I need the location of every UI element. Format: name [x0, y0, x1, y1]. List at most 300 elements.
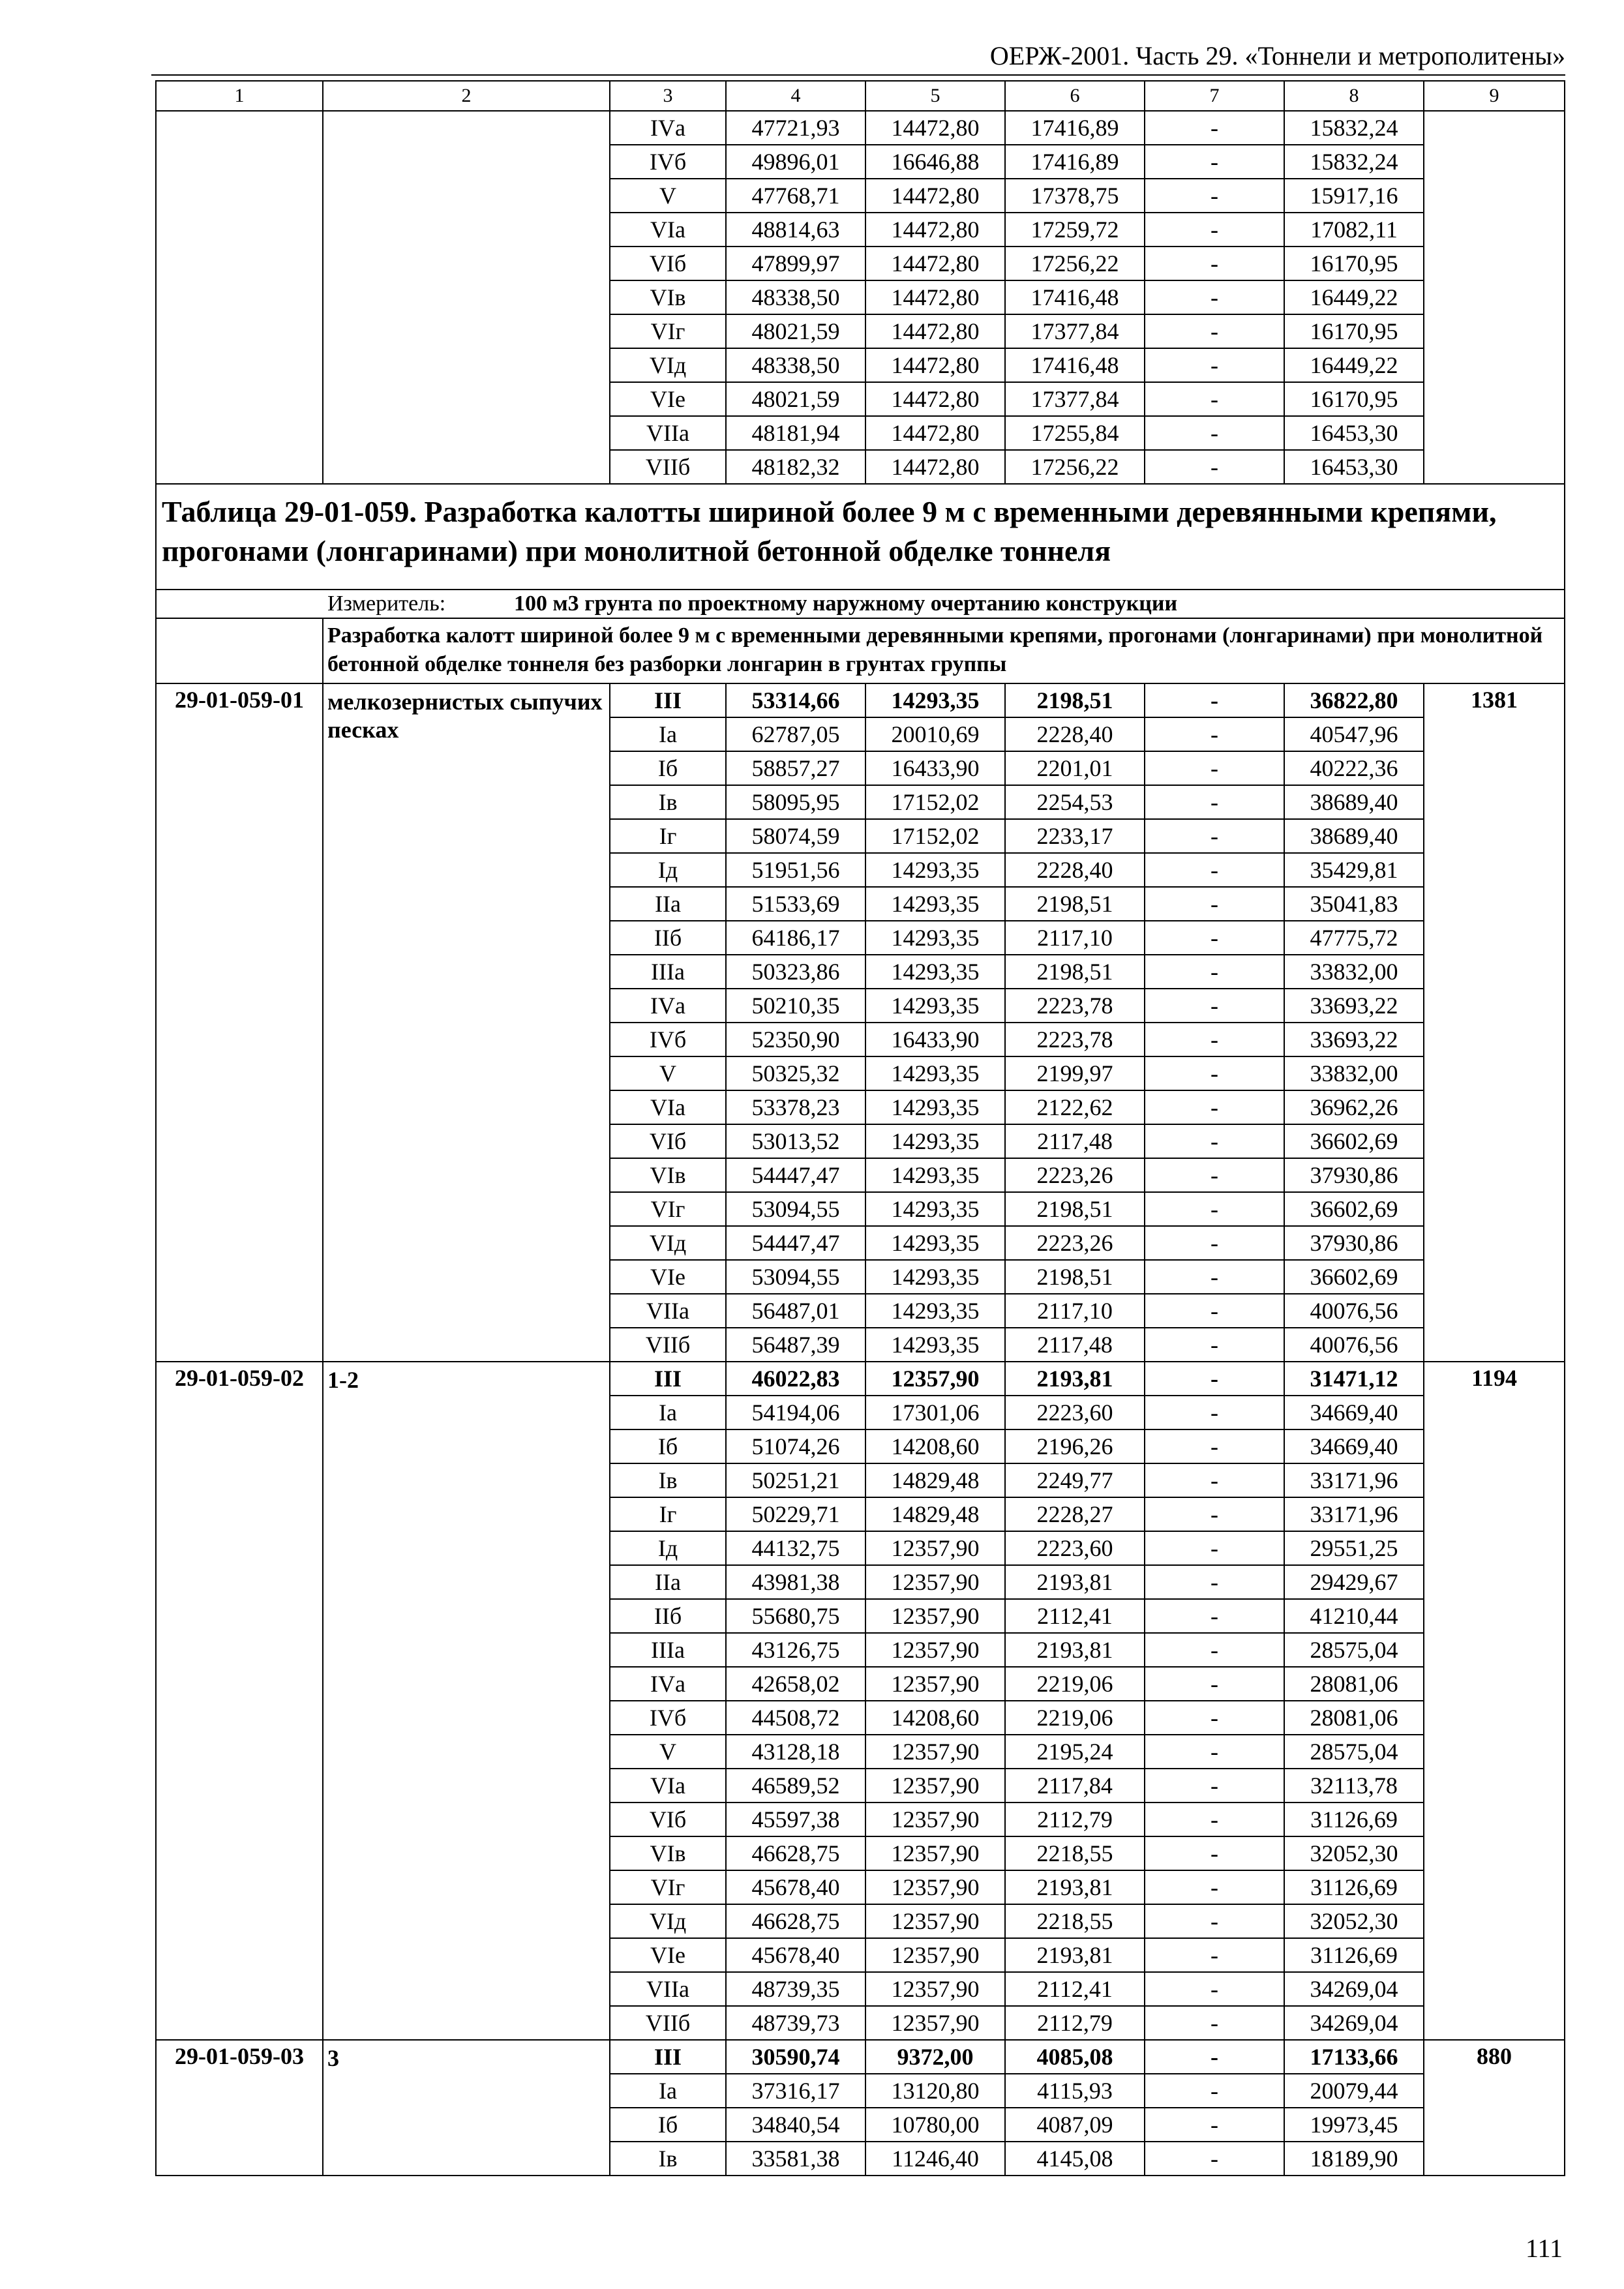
- materials-cell: -: [1145, 2142, 1284, 2176]
- other-cost-cell: 16449,22: [1284, 348, 1424, 382]
- total-cost-cell: 64186,17: [726, 921, 865, 955]
- machine-cost-cell: 17416,89: [1005, 111, 1145, 145]
- soil-category-cell: VIг: [610, 1192, 726, 1226]
- materials-cell: -: [1145, 785, 1284, 819]
- machine-cost-cell: 2201,01: [1005, 751, 1145, 785]
- table-row: [156, 1362, 1565, 1396]
- wages-cell: 12357,90: [865, 2006, 1005, 2040]
- wages-cell: 14293,35: [865, 887, 1005, 921]
- machine-cost-cell: 4115,93: [1005, 2074, 1145, 2108]
- wages-cell: 14208,60: [865, 1429, 1005, 1463]
- materials-cell: -: [1145, 1735, 1284, 1769]
- materials-cell: -: [1145, 1938, 1284, 1972]
- norms-table: [155, 80, 1565, 2176]
- soil-category-cell: Iд: [610, 1531, 726, 1565]
- total-cost-cell: 48338,50: [726, 348, 865, 382]
- total-cost-cell: 58857,27: [726, 751, 865, 785]
- machine-cost-cell: 17256,22: [1005, 450, 1145, 484]
- soil-category-cell: VIIа: [610, 1294, 726, 1328]
- wages-cell: 14293,35: [865, 1192, 1005, 1226]
- section-heading-row: [156, 618, 1565, 683]
- materials-cell: -: [1145, 1565, 1284, 1599]
- total-cost-cell: 43126,75: [726, 1633, 865, 1667]
- other-cost-cell: 28575,04: [1284, 1633, 1424, 1667]
- machine-cost-cell: 2193,81: [1005, 1362, 1145, 1396]
- machine-cost-cell: 17416,48: [1005, 348, 1145, 382]
- other-cost-cell: 34269,04: [1284, 2006, 1424, 2040]
- other-cost-cell: 32052,30: [1284, 1904, 1424, 1938]
- total-cost-cell: 53314,66: [726, 683, 865, 717]
- soil-category-cell: IIа: [610, 1565, 726, 1599]
- wages-cell: 17152,02: [865, 785, 1005, 819]
- materials-cell: -: [1145, 1836, 1284, 1870]
- soil-category-cell: Iа: [610, 2074, 726, 2108]
- wages-cell: 12357,90: [865, 1769, 1005, 1803]
- wages-cell: 14293,35: [865, 955, 1005, 989]
- wages-cell: 14472,80: [865, 179, 1005, 213]
- machine-cost-cell: 2198,51: [1005, 1260, 1145, 1294]
- total-cost-cell: 42658,02: [726, 1667, 865, 1701]
- total-cost-cell: 46022,83: [726, 1362, 865, 1396]
- total-cost-cell: 44132,75: [726, 1531, 865, 1565]
- machine-cost-cell: 2112,41: [1005, 1972, 1145, 2006]
- other-cost-cell: 36602,69: [1284, 1124, 1424, 1158]
- other-cost-cell: 33832,00: [1284, 1056, 1424, 1090]
- machine-cost-cell: 2122,62: [1005, 1090, 1145, 1124]
- total-cost-cell: 53094,55: [726, 1192, 865, 1226]
- column-number: 1: [156, 81, 323, 111]
- other-cost-cell: 38689,40: [1284, 785, 1424, 819]
- materials-cell: -: [1145, 751, 1284, 785]
- total-cost-cell: 48739,73: [726, 2006, 865, 2040]
- machine-cost-cell: 2193,81: [1005, 1870, 1145, 1904]
- other-cost-cell: 40547,96: [1284, 717, 1424, 751]
- soil-category-cell: VIб: [610, 247, 726, 280]
- total-cost-cell: 43128,18: [726, 1735, 865, 1769]
- other-cost-cell: 31126,69: [1284, 1870, 1424, 1904]
- wages-cell: 11246,40: [865, 2142, 1005, 2176]
- materials-cell: -: [1145, 887, 1284, 921]
- other-cost-cell: 28575,04: [1284, 1735, 1424, 1769]
- materials-cell: -: [1145, 853, 1284, 887]
- wages-cell: 14829,48: [865, 1497, 1005, 1531]
- soil-group-name: мелкозернистых сыпучих песках: [323, 683, 610, 1362]
- soil-category-cell: VIа: [610, 213, 726, 247]
- other-cost-cell: 16170,95: [1284, 382, 1424, 416]
- wages-cell: 14293,35: [865, 989, 1005, 1023]
- machine-cost-cell: 2223,60: [1005, 1531, 1145, 1565]
- soil-category-cell: III: [610, 2040, 726, 2074]
- materials-cell: -: [1145, 1497, 1284, 1531]
- machine-cost-cell: 2218,55: [1005, 1904, 1145, 1938]
- other-cost-cell: 28081,06: [1284, 1701, 1424, 1735]
- materials-cell: -: [1145, 2040, 1284, 2074]
- machine-cost-cell: 2223,78: [1005, 989, 1145, 1023]
- soil-category-cell: IVб: [610, 1023, 726, 1056]
- other-cost-cell: 33693,22: [1284, 1023, 1424, 1056]
- column-number: 9: [1424, 81, 1565, 111]
- machine-cost-cell: 2193,81: [1005, 1938, 1145, 1972]
- total-cost-cell: 48814,63: [726, 213, 865, 247]
- wages-cell: 14472,80: [865, 247, 1005, 280]
- soil-category-cell: VIв: [610, 1836, 726, 1870]
- soil-category-cell: VIе: [610, 382, 726, 416]
- other-cost-cell: 36962,26: [1284, 1090, 1424, 1124]
- soil-category-cell: VIа: [610, 1090, 726, 1124]
- soil-category-cell: VIд: [610, 1226, 726, 1260]
- materials-cell: -: [1145, 145, 1284, 179]
- soil-group-name: 3: [323, 2040, 610, 2176]
- wages-cell: 16646,88: [865, 145, 1005, 179]
- wages-cell: 14293,35: [865, 1090, 1005, 1124]
- other-cost-cell: 37930,86: [1284, 1158, 1424, 1192]
- total-cost-cell: 56487,01: [726, 1294, 865, 1328]
- wages-cell: 16433,90: [865, 751, 1005, 785]
- materials-cell: -: [1145, 2074, 1284, 2108]
- total-cost-cell: 47899,97: [726, 247, 865, 280]
- machine-cost-cell: 17259,72: [1005, 213, 1145, 247]
- machine-cost-cell: 2117,48: [1005, 1124, 1145, 1158]
- soil-category-cell: IIб: [610, 921, 726, 955]
- soil-category-cell: Iб: [610, 751, 726, 785]
- soil-category-cell: IIб: [610, 1599, 726, 1633]
- meter-row: [156, 590, 1565, 618]
- total-cost-cell: 44508,72: [726, 1701, 865, 1735]
- machine-cost-cell: 2117,10: [1005, 1294, 1145, 1328]
- total-cost-cell: 48182,32: [726, 450, 865, 484]
- total-cost-cell: 54194,06: [726, 1396, 865, 1429]
- materials-cell: -: [1145, 1972, 1284, 2006]
- soil-category-cell: VIе: [610, 1938, 726, 1972]
- column-number: 4: [726, 81, 865, 111]
- other-cost-cell: 17133,66: [1284, 2040, 1424, 2074]
- soil-category-cell: V: [610, 179, 726, 213]
- total-cost-cell: 48021,59: [726, 382, 865, 416]
- soil-category-cell: IIIа: [610, 955, 726, 989]
- wages-cell: 14293,35: [865, 1294, 1005, 1328]
- wages-cell: 12357,90: [865, 1803, 1005, 1836]
- machine-cost-cell: 2198,51: [1005, 683, 1145, 717]
- soil-category-cell: VIб: [610, 1803, 726, 1836]
- materials-cell: -: [1145, 247, 1284, 280]
- other-cost-cell: 16170,95: [1284, 247, 1424, 280]
- total-cost-cell: 58074,59: [726, 819, 865, 853]
- machine-cost-cell: 2198,51: [1005, 955, 1145, 989]
- other-cost-cell: 18189,90: [1284, 2142, 1424, 2176]
- materials-cell: -: [1145, 1769, 1284, 1803]
- other-cost-cell: 31126,69: [1284, 1938, 1424, 1972]
- materials-cell: -: [1145, 111, 1284, 145]
- other-cost-cell: 16449,22: [1284, 280, 1424, 314]
- total-cost-cell: 45678,40: [726, 1938, 865, 1972]
- materials-cell: -: [1145, 1667, 1284, 1701]
- total-cost-cell: 50229,71: [726, 1497, 865, 1531]
- total-cost-cell: 49896,01: [726, 145, 865, 179]
- wages-cell: 12357,90: [865, 1870, 1005, 1904]
- other-cost-cell: 40076,56: [1284, 1294, 1424, 1328]
- total-cost-cell: 47721,93: [726, 111, 865, 145]
- other-cost-cell: 34269,04: [1284, 1972, 1424, 2006]
- total-cost-cell: 50323,86: [726, 955, 865, 989]
- machine-cost-cell: 2228,40: [1005, 853, 1145, 887]
- other-cost-cell: 29551,25: [1284, 1531, 1424, 1565]
- soil-category-cell: VIг: [610, 1870, 726, 1904]
- soil-category-cell: Iа: [610, 1396, 726, 1429]
- machine-cost-cell: 2198,51: [1005, 887, 1145, 921]
- total-cost-cell: 50210,35: [726, 989, 865, 1023]
- machine-cost-cell: 2117,84: [1005, 1769, 1145, 1803]
- soil-category-cell: IVа: [610, 989, 726, 1023]
- unit-price: 880: [1424, 2040, 1565, 2176]
- total-cost-cell: 33581,38: [726, 2142, 865, 2176]
- materials-cell: -: [1145, 1226, 1284, 1260]
- materials-cell: -: [1145, 1328, 1284, 1362]
- meter-label: Измеритель:: [327, 591, 446, 616]
- machine-cost-cell: 17416,89: [1005, 145, 1145, 179]
- materials-cell: -: [1145, 1192, 1284, 1226]
- soil-category-cell: Iв: [610, 2142, 726, 2176]
- other-cost-cell: 40076,56: [1284, 1328, 1424, 1362]
- total-cost-cell: 53378,23: [726, 1090, 865, 1124]
- total-cost-cell: 37316,17: [726, 2074, 865, 2108]
- blank-cell: [156, 111, 323, 484]
- total-cost-cell: 48739,35: [726, 1972, 865, 2006]
- wages-cell: 12357,90: [865, 1904, 1005, 1938]
- wages-cell: 14293,35: [865, 1124, 1005, 1158]
- total-cost-cell: 54447,47: [726, 1158, 865, 1192]
- materials-cell: -: [1145, 450, 1284, 484]
- materials-cell: -: [1145, 1429, 1284, 1463]
- machine-cost-cell: 2233,17: [1005, 819, 1145, 853]
- materials-cell: -: [1145, 1396, 1284, 1429]
- other-cost-cell: 32113,78: [1284, 1769, 1424, 1803]
- column-number: 2: [323, 81, 610, 111]
- soil-category-cell: VIб: [610, 1124, 726, 1158]
- soil-category-cell: III: [610, 683, 726, 717]
- total-cost-cell: 55680,75: [726, 1599, 865, 1633]
- wages-cell: 14472,80: [865, 213, 1005, 247]
- header-rule: [151, 74, 1565, 76]
- other-cost-cell: 34669,40: [1284, 1429, 1424, 1463]
- machine-cost-cell: 2195,24: [1005, 1735, 1145, 1769]
- wages-cell: 16433,90: [865, 1023, 1005, 1056]
- wages-cell: 12357,90: [865, 1531, 1005, 1565]
- total-cost-cell: 50251,21: [726, 1463, 865, 1497]
- wages-cell: 14472,80: [865, 314, 1005, 348]
- other-cost-cell: 16453,30: [1284, 416, 1424, 450]
- other-cost-cell: 36822,80: [1284, 683, 1424, 717]
- norm-code: 29-01-059-03: [156, 2040, 323, 2176]
- wages-cell: 14293,35: [865, 1226, 1005, 1260]
- blank-cell: [156, 618, 323, 683]
- blank-cell: [323, 111, 610, 484]
- machine-cost-cell: 17377,84: [1005, 314, 1145, 348]
- wages-cell: 10780,00: [865, 2108, 1005, 2142]
- wages-cell: 17301,06: [865, 1396, 1005, 1429]
- total-cost-cell: 46589,52: [726, 1769, 865, 1803]
- total-cost-cell: 58095,95: [726, 785, 865, 819]
- machine-cost-cell: 17377,84: [1005, 382, 1145, 416]
- machine-cost-cell: 2112,79: [1005, 2006, 1145, 2040]
- materials-cell: -: [1145, 1531, 1284, 1565]
- wages-cell: 14208,60: [865, 1701, 1005, 1735]
- total-cost-cell: 48181,94: [726, 416, 865, 450]
- soil-group-name: 1-2: [323, 1362, 610, 2040]
- materials-cell: -: [1145, 382, 1284, 416]
- materials-cell: -: [1145, 1090, 1284, 1124]
- other-cost-cell: 34669,40: [1284, 1396, 1424, 1429]
- wages-cell: 12357,90: [865, 1362, 1005, 1396]
- total-cost-cell: 43981,38: [726, 1565, 865, 1599]
- wages-cell: 14472,80: [865, 382, 1005, 416]
- other-cost-cell: 19973,45: [1284, 2108, 1424, 2142]
- materials-cell: -: [1145, 416, 1284, 450]
- other-cost-cell: 31471,12: [1284, 1362, 1424, 1396]
- unit-price: 1194: [1424, 1362, 1565, 2040]
- materials-cell: -: [1145, 1294, 1284, 1328]
- table-row: [156, 111, 1565, 145]
- machine-cost-cell: 2112,79: [1005, 1803, 1145, 1836]
- soil-category-cell: IVб: [610, 1701, 726, 1735]
- unit-price: 1381: [1424, 683, 1565, 1362]
- wages-cell: 14293,35: [865, 1158, 1005, 1192]
- wages-cell: 9372,00: [865, 2040, 1005, 2074]
- materials-cell: -: [1145, 1463, 1284, 1497]
- soil-category-cell: VIIа: [610, 416, 726, 450]
- other-cost-cell: 33171,96: [1284, 1497, 1424, 1531]
- machine-cost-cell: 2199,97: [1005, 1056, 1145, 1090]
- norm-code: 29-01-059-02: [156, 1362, 323, 2040]
- materials-cell: -: [1145, 348, 1284, 382]
- other-cost-cell: 41210,44: [1284, 1599, 1424, 1633]
- materials-cell: -: [1145, 314, 1284, 348]
- total-cost-cell: 51533,69: [726, 887, 865, 921]
- materials-cell: -: [1145, 683, 1284, 717]
- soil-category-cell: III: [610, 1362, 726, 1396]
- other-cost-cell: 16170,95: [1284, 314, 1424, 348]
- total-cost-cell: 51951,56: [726, 853, 865, 887]
- wages-cell: 12357,90: [865, 1836, 1005, 1870]
- other-cost-cell: 31126,69: [1284, 1803, 1424, 1836]
- soil-category-cell: VIIа: [610, 1972, 726, 2006]
- machine-cost-cell: 2219,06: [1005, 1667, 1145, 1701]
- column-number: 8: [1284, 81, 1424, 111]
- machine-cost-cell: 2228,27: [1005, 1497, 1145, 1531]
- meter-text: 100 м3 грунта по проектному наружному очертанию конструкции: [514, 591, 1178, 616]
- materials-cell: -: [1145, 1904, 1284, 1938]
- machine-cost-cell: 17255,84: [1005, 416, 1145, 450]
- other-cost-cell: 20079,44: [1284, 2074, 1424, 2108]
- soil-category-cell: Iа: [610, 717, 726, 751]
- wages-cell: 14293,35: [865, 1056, 1005, 1090]
- machine-cost-cell: 4087,09: [1005, 2108, 1145, 2142]
- other-cost-cell: 33693,22: [1284, 989, 1424, 1023]
- total-cost-cell: 46628,75: [726, 1904, 865, 1938]
- materials-cell: -: [1145, 921, 1284, 955]
- machine-cost-cell: 2193,81: [1005, 1633, 1145, 1667]
- machine-cost-cell: 2223,78: [1005, 1023, 1145, 1056]
- machine-cost-cell: 2254,53: [1005, 785, 1145, 819]
- total-cost-cell: 56487,39: [726, 1328, 865, 1362]
- running-header: ОЕРЖ-2001. Часть 29. «Тоннели и метрополитены»: [989, 41, 1565, 70]
- soil-category-cell: IVа: [610, 1667, 726, 1701]
- other-cost-cell: 15832,24: [1284, 111, 1424, 145]
- wages-cell: 14293,35: [865, 921, 1005, 955]
- soil-category-cell: Iг: [610, 819, 726, 853]
- materials-cell: -: [1145, 2006, 1284, 2040]
- wages-cell: 14293,35: [865, 853, 1005, 887]
- materials-cell: -: [1145, 989, 1284, 1023]
- column-number-row: [156, 81, 1565, 111]
- soil-category-cell: VIв: [610, 1158, 726, 1192]
- total-cost-cell: 45678,40: [726, 1870, 865, 1904]
- soil-category-cell: Iб: [610, 1429, 726, 1463]
- soil-category-cell: Iд: [610, 853, 726, 887]
- machine-cost-cell: 2228,40: [1005, 717, 1145, 751]
- column-number: 7: [1145, 81, 1284, 111]
- materials-cell: -: [1145, 1633, 1284, 1667]
- machine-cost-cell: 4085,08: [1005, 2040, 1145, 2074]
- soil-category-cell: VIIб: [610, 450, 726, 484]
- wages-cell: 13120,80: [865, 2074, 1005, 2108]
- section-heading: Разработка калотт шириной более 9 м с временными деревянными крепями, прогонами (лонгаринами) при монолитной бетонной обделке тоннеля без разборки лонгарин в грунтах группы: [323, 618, 1565, 683]
- soil-category-cell: VIд: [610, 1904, 726, 1938]
- wages-cell: 20010,69: [865, 717, 1005, 751]
- total-cost-cell: 45597,38: [726, 1803, 865, 1836]
- other-cost-cell: 33832,00: [1284, 955, 1424, 989]
- other-cost-cell: 28081,06: [1284, 1667, 1424, 1701]
- machine-cost-cell: 2219,06: [1005, 1701, 1145, 1735]
- total-cost-cell: 47768,71: [726, 179, 865, 213]
- soil-category-cell: IVа: [610, 111, 726, 145]
- materials-cell: -: [1145, 955, 1284, 989]
- table-row: [156, 683, 1565, 717]
- other-cost-cell: 40222,36: [1284, 751, 1424, 785]
- materials-cell: -: [1145, 1023, 1284, 1056]
- machine-cost-cell: 2112,41: [1005, 1599, 1145, 1633]
- materials-cell: -: [1145, 1870, 1284, 1904]
- soil-category-cell: Iг: [610, 1497, 726, 1531]
- table-row: [156, 2040, 1565, 2074]
- materials-cell: -: [1145, 1599, 1284, 1633]
- column-number: 3: [610, 81, 726, 111]
- soil-category-cell: VIIб: [610, 2006, 726, 2040]
- other-cost-cell: 17082,11: [1284, 213, 1424, 247]
- meter-cell: [156, 590, 1565, 618]
- machine-cost-cell: 2249,77: [1005, 1463, 1145, 1497]
- machine-cost-cell: 17416,48: [1005, 280, 1145, 314]
- soil-category-cell: Iв: [610, 785, 726, 819]
- soil-category-cell: VIа: [610, 1769, 726, 1803]
- soil-category-cell: VIIб: [610, 1328, 726, 1362]
- other-cost-cell: 32052,30: [1284, 1836, 1424, 1870]
- materials-cell: -: [1145, 280, 1284, 314]
- table-body: [156, 81, 1565, 2176]
- machine-cost-cell: 17378,75: [1005, 179, 1145, 213]
- total-cost-cell: 34840,54: [726, 2108, 865, 2142]
- other-cost-cell: 33171,96: [1284, 1463, 1424, 1497]
- materials-cell: -: [1145, 2108, 1284, 2142]
- other-cost-cell: 36602,69: [1284, 1192, 1424, 1226]
- total-cost-cell: 50325,32: [726, 1056, 865, 1090]
- soil-category-cell: Iб: [610, 2108, 726, 2142]
- total-cost-cell: 48021,59: [726, 314, 865, 348]
- total-cost-cell: 48338,50: [726, 280, 865, 314]
- machine-cost-cell: 2193,81: [1005, 1565, 1145, 1599]
- wages-cell: 12357,90: [865, 1633, 1005, 1667]
- soil-category-cell: V: [610, 1735, 726, 1769]
- total-cost-cell: 62787,05: [726, 717, 865, 751]
